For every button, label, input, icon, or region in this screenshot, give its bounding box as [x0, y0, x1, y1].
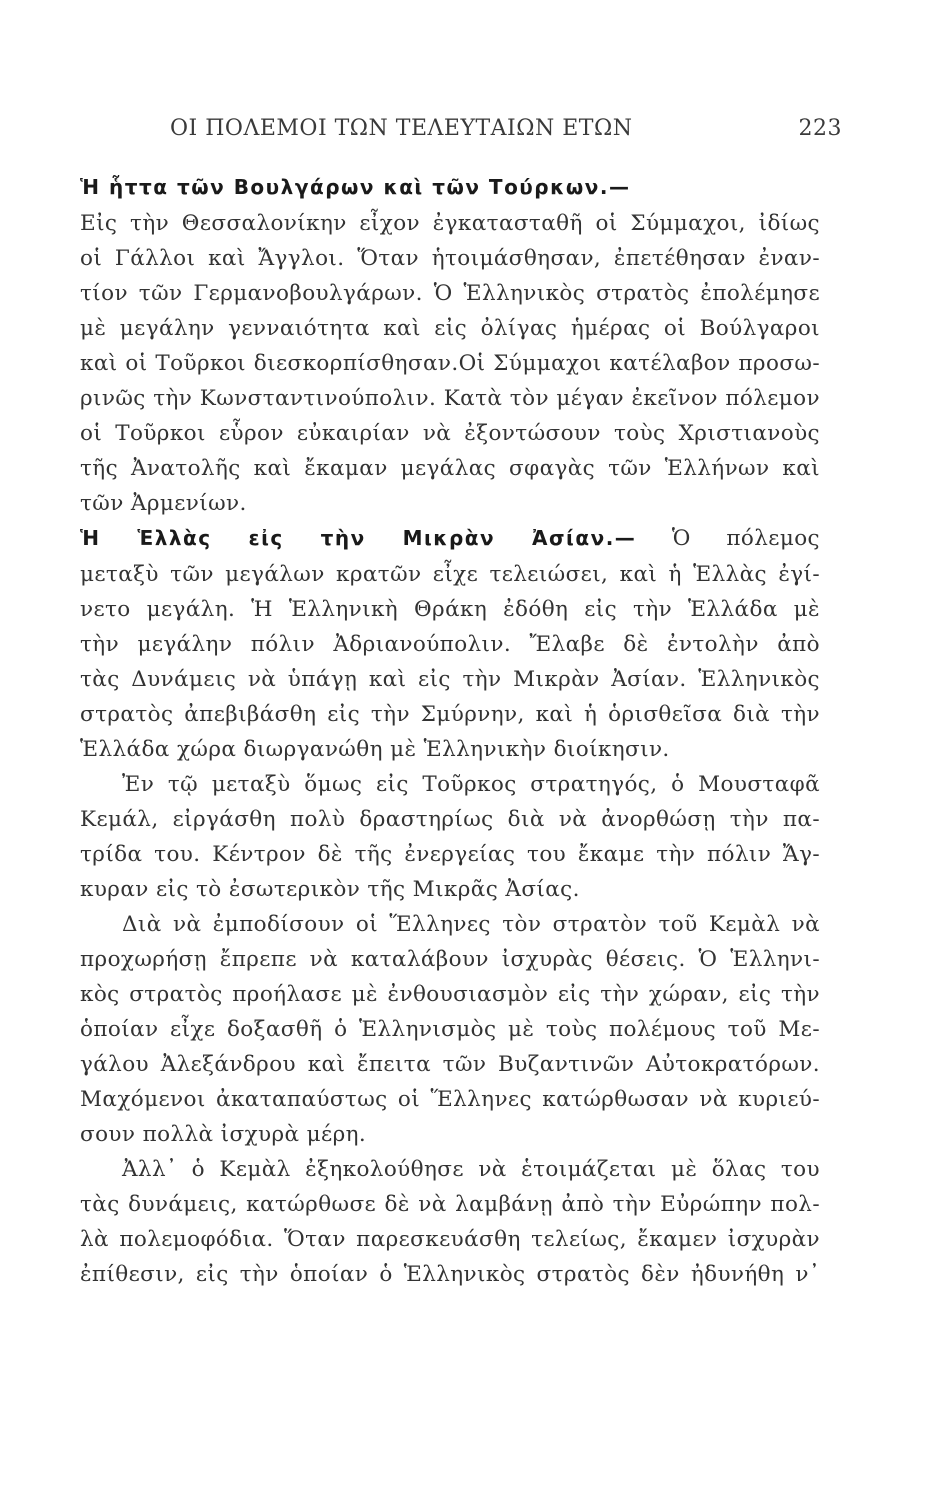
text-line: τὴν μεγάλην πόλιν Ἀδριανούπολιν. Ἔλαβε δὲ ἐντολὴν ἀπὸ — [80, 632, 820, 657]
text-line: τὰς Δυνάμεις νὰ ὑπάγῃ καὶ εἰς τὴν Μικρὰν Ἀσίαν. Ἑλληνικὸς — [80, 667, 820, 692]
text-line: τρίδα του. Κέντρον δὲ τῆς ἐνεργείας του ἔκαμε τὴν πόλιν Ἄγ- — [80, 842, 820, 867]
running-head-title: ΟΙ ΠΟΛΕΜΟΙ ΤΩΝ ΤΕΛΕΥΤΑΙΩΝ ΕΤΩΝ — [170, 116, 633, 141]
text-line: ὁποίαν εἶχε δοξασθῆ ὁ Ἑλληνισμὸς μὲ τοὺς πολέμους τοῦ Με- — [80, 1017, 820, 1042]
section-heading: Ἡ Ἑλλὰς εἰς τὴν Μικρὰν Ἀσίαν.— — [80, 526, 637, 550]
text-line: Μαχόμενοι ἀκαταπαύστως οἱ Ἕλληνες κατώρθωσαν νὰ κυριεύ- — [80, 1087, 820, 1112]
text-line: Εἰς τὴν Θεσσαλονίκην εἶχον ἐγκατασταθῆ οἱ Σύμμαχοι, ἰδίως — [80, 211, 820, 236]
text-line: προχωρήσῃ ἔπρεπε νὰ καταλάβουν ἰσχυρὰς θέσεις. Ὁ Ἑλληνι- — [80, 947, 820, 972]
text-line: οἱ Τοῦρκοι εὗρον εὐκαιρίαν νὰ ἐξοντώσουν τοὺς Χριστιανοὺς — [80, 421, 820, 446]
text-line: μὲ μεγάλην γενναιότητα καὶ εἰς ὀλίγας ἡμέρας οἱ Βούλγαροι — [80, 316, 820, 341]
section-heading: Ἡ ἧττα τῶν Βουλγάρων καὶ τῶν Τούρκων.— — [80, 175, 631, 199]
text-line: Ἐν τῷ μεταξὺ ὅμως εἰς Τοῦρκος στρατηγός, ὁ Μουσταφᾶ — [122, 772, 820, 797]
text-line: ρινῶς τὴν Κωνσταντινούπολιν. Κατὰ τὸν μέγαν ἐκεῖνον πόλεμον — [80, 386, 820, 411]
body-text — [80, 170, 820, 1292]
text-line: λὰ πολεμοφόδια. Ὅταν παρεσκευάσθη τελείως, ἔκαμεν ἰσχυρὰν — [80, 1227, 820, 1252]
text-line: Ἀλλ᾽ ὁ Κεμὰλ ἐξηκολούθησε νὰ ἑτοιμάζεται μὲ ὅλας του — [122, 1157, 820, 1182]
text-line: τίον τῶν Γερμανοβουλγάρων. Ὁ Ἑλληνικὸς στρατὸς ἐπολέμησε — [80, 281, 820, 306]
text-line: κυραν εἰς τὸ ἐσωτερικὸν τῆς Μικρᾶς Ἀσίας. — [80, 877, 580, 902]
text-line: τῆς Ἀνατολῆς καὶ ἔκαμαν μεγάλας σφαγὰς τῶν Ἑλλήνων καὶ — [80, 456, 820, 481]
section-first-text: Ὁ πόλεμος — [671, 526, 821, 551]
text-line: Ἑλλάδα χώρα διωργανώθη μὲ Ἑλληνικὴν διοίκησιν. — [80, 737, 670, 762]
section-heading-line — [80, 170, 820, 206]
text-line: στρατὸς ἀπεβιβάσθη εἰς τὴν Σμύρνην, καὶ ἡ ὁρισθεῖσα διὰ τὴν — [80, 702, 820, 727]
text-line: Κεμάλ, εἰργάσθη πολὺ δραστηρίως διὰ νὰ ἀνορθώσῃ τὴν πα- — [80, 807, 820, 832]
text-line: μεταξὺ τῶν μεγάλων κρατῶν εἶχε τελειώσει, καὶ ἡ Ἑλλὰς ἐγί- — [80, 562, 820, 587]
section-heading-line — [80, 521, 820, 557]
text-line: τὰς δυνάμεις, κατώρθωσε δὲ νὰ λαμβάνῃ ἀπὸ τὴν Εὐρώπην πολ- — [80, 1192, 820, 1217]
text-line: Διὰ νὰ ἐμποδίσουν οἱ Ἕλληνες τὸν στρατὸν τοῦ Κεμὰλ νὰ — [122, 912, 820, 937]
running-head — [170, 116, 850, 150]
text-line: γάλου Ἀλεξάνδρου καὶ ἔπειτα τῶν Βυζαντινῶν Αὐτοκρατόρων. — [80, 1052, 820, 1077]
text-line: κὸς στρατὸς προήλασε μὲ ἐνθουσιασμὸν εἰς τὴν χώραν, εἰς τὴν — [80, 982, 820, 1007]
text-line: οἱ Γάλλοι καὶ Ἄγγλοι. Ὅταν ἡτοιμάσθησαν, ἐπετέθησαν ἐναν- — [80, 246, 820, 271]
text-line: ἐπίθεσιν, εἰς τὴν ὁποίαν ὁ Ἑλληνικὸς στρατὸς δὲν ἠδυνήθη ν᾽ — [80, 1262, 820, 1287]
page-number: 223 — [798, 116, 842, 141]
text-line: τῶν Ἀρμενίων. — [80, 491, 247, 516]
text-line: σουν πολλὰ ἰσχυρὰ μέρη. — [80, 1122, 367, 1147]
text-line: νετο μεγάλη. Ἡ Ἑλληνικὴ Θράκη ἐδόθη εἰς τὴν Ἑλλάδα μὲ — [80, 597, 820, 622]
text-line: καὶ οἱ Τοῦρκοι διεσκορπίσθησαν.Οἱ Σύμμαχοι κατέλαβον προσω- — [80, 351, 820, 376]
